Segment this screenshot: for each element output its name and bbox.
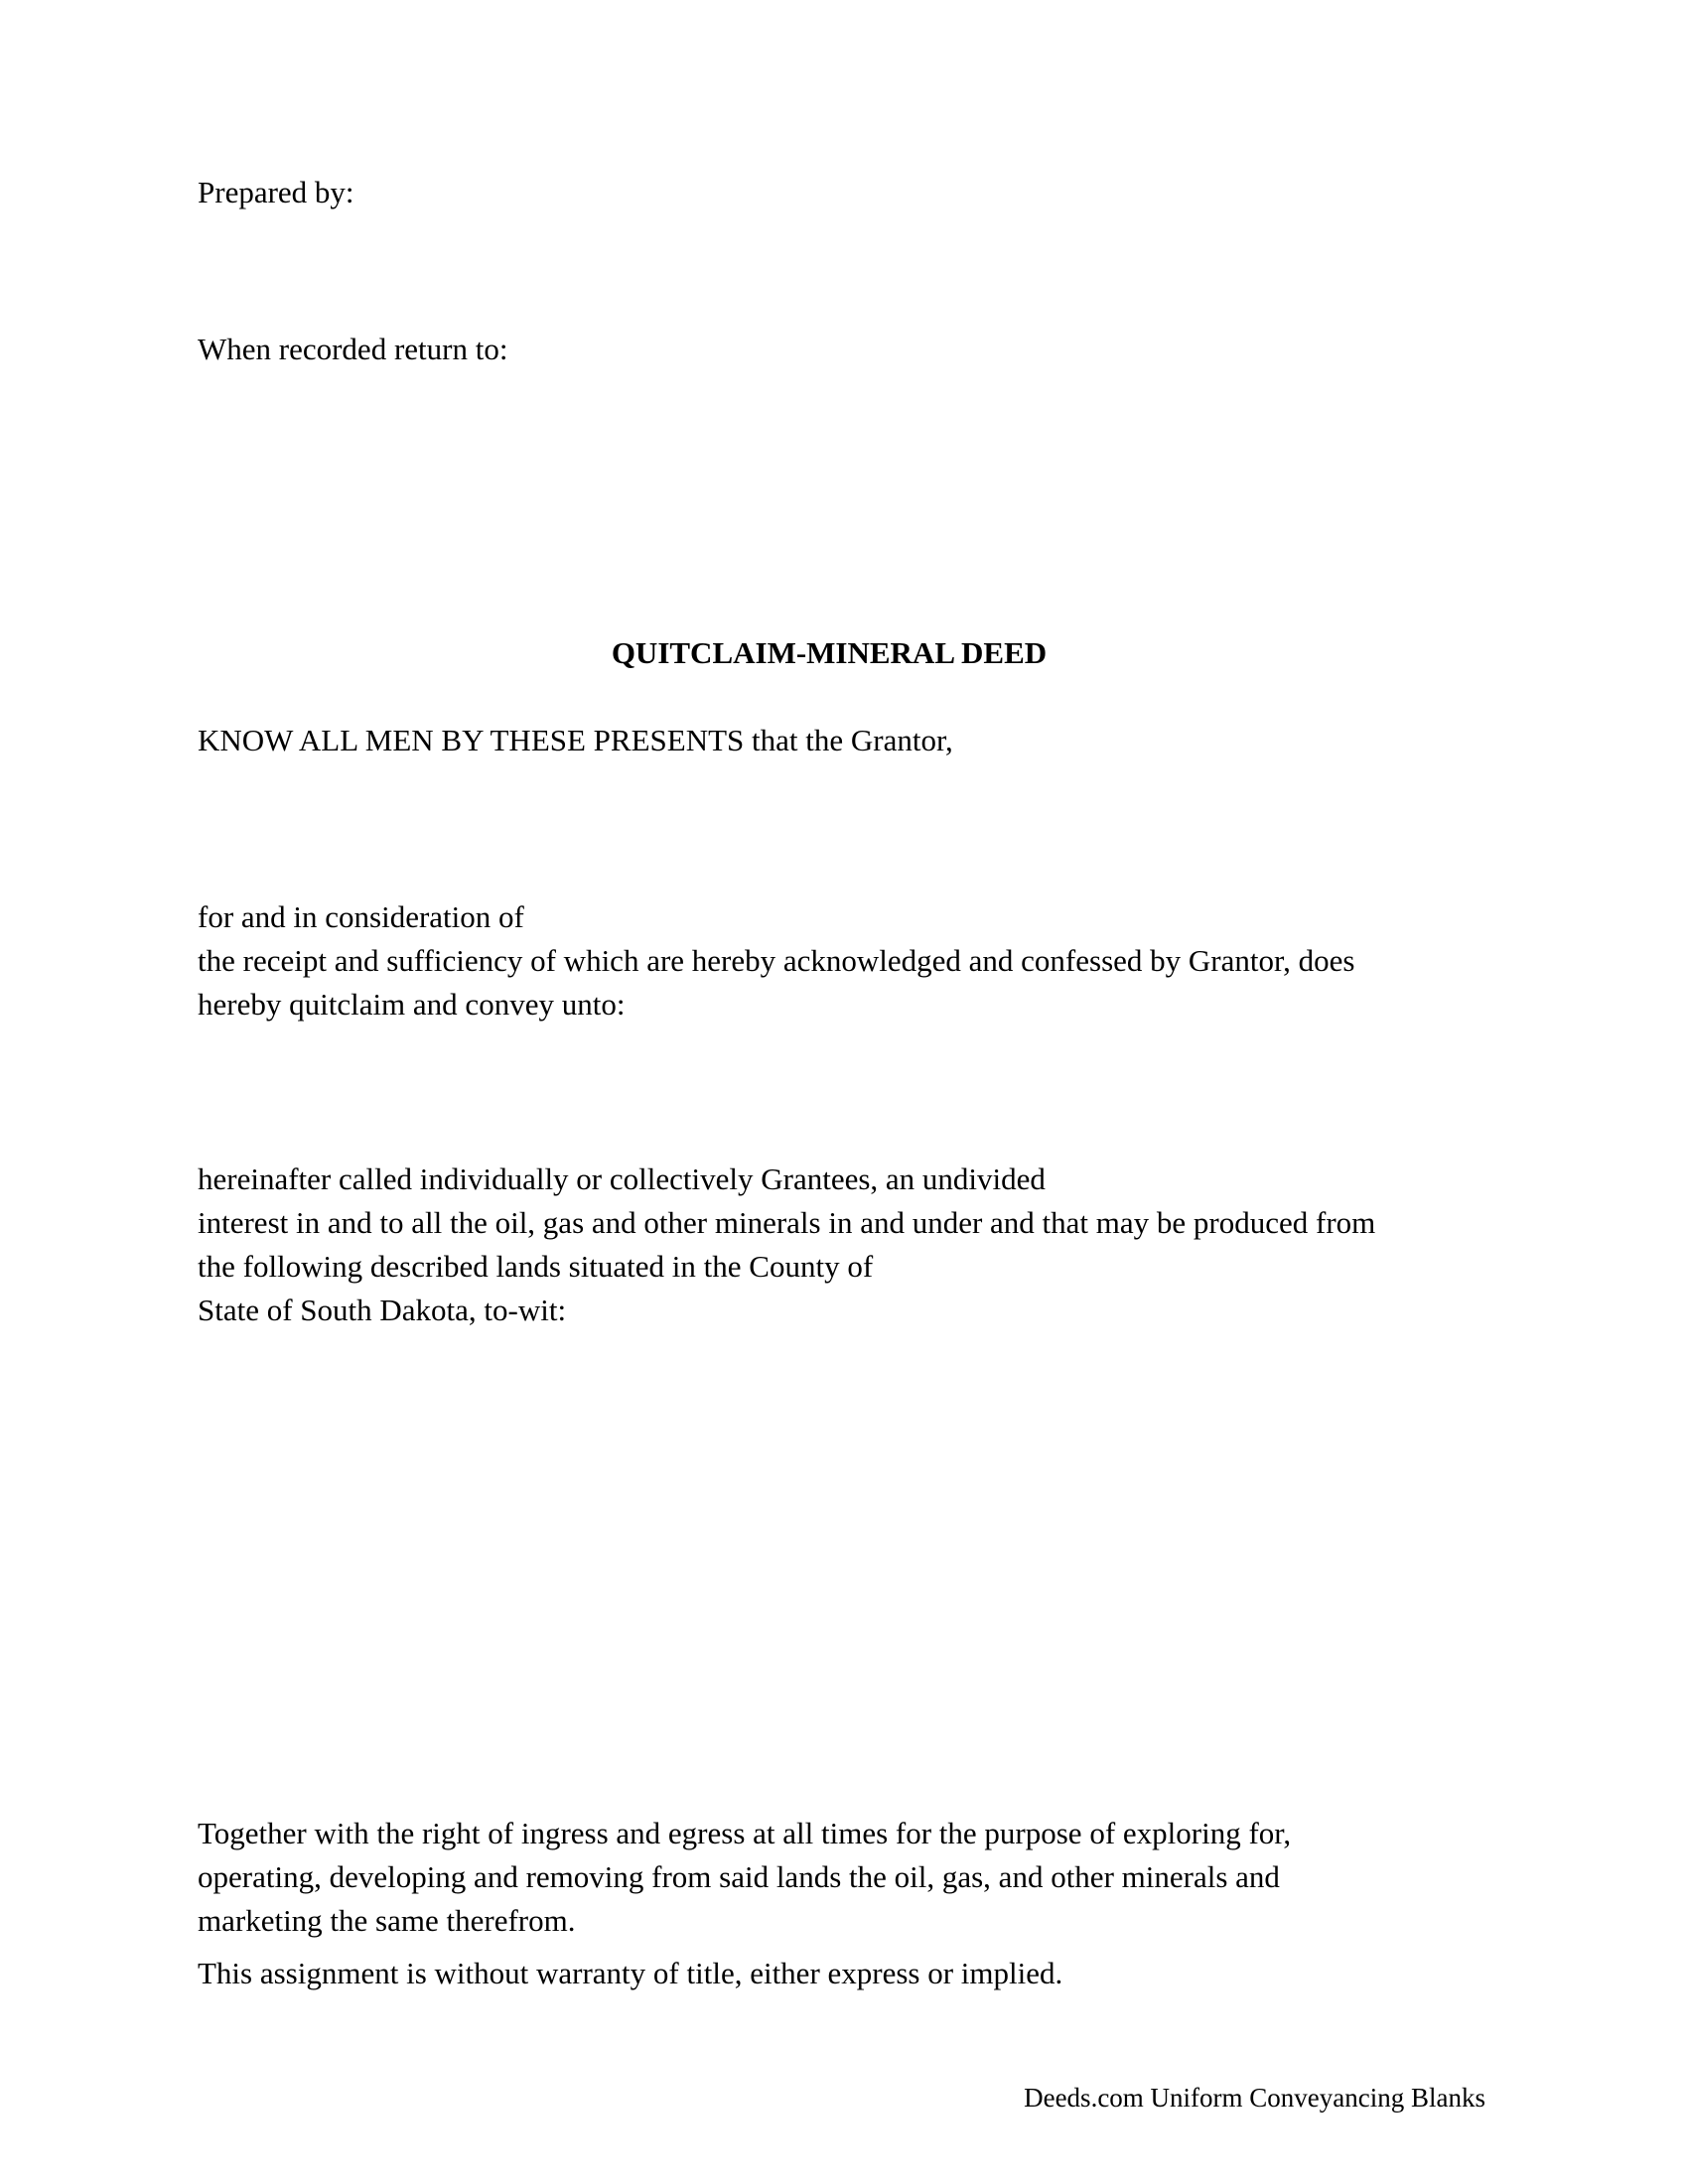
warranty-line: This assignment is without warranty of title, either express or implied. — [198, 1956, 1063, 1990]
page-title: QUITCLAIM-MINERAL DEED — [611, 635, 1048, 670]
consideration-line: the receipt and sufficiency of which are hereby acknowledged and confessed by Grantor, does — [198, 943, 1355, 978]
grantees-line: interest in and to all the oil, gas and other minerals in and under and that may be produced from — [198, 1205, 1376, 1240]
prepared-by-label: Prepared by: — [198, 175, 354, 209]
rights-line: operating, developing and removing from said lands the oil, gas, and other minerals and — [198, 1859, 1280, 1894]
return-to-label: When recorded return to: — [198, 332, 508, 366]
rights-line: marketing the same therefrom. — [198, 1903, 576, 1938]
grantees-line: hereinafter called individually or collectively Grantees, an undivided — [198, 1161, 1046, 1196]
grantees-line: State of South Dakota, to-wit: — [198, 1293, 567, 1327]
consideration-line: for and in consideration of — [198, 899, 524, 934]
intro-line: KNOW ALL MEN BY THESE PRESENTS that the Grantor, — [198, 723, 953, 757]
footer-text: Deeds.com Uniform Conveyancing Blanks — [1024, 2083, 1485, 2113]
rights-line: Together with the right of ingress and egress at all times for the purpose of exploring for, — [198, 1816, 1292, 1850]
consideration-line: hereby quitclaim and convey unto: — [198, 987, 626, 1022]
grantees-line: the following described lands situated in the County of — [198, 1249, 874, 1284]
